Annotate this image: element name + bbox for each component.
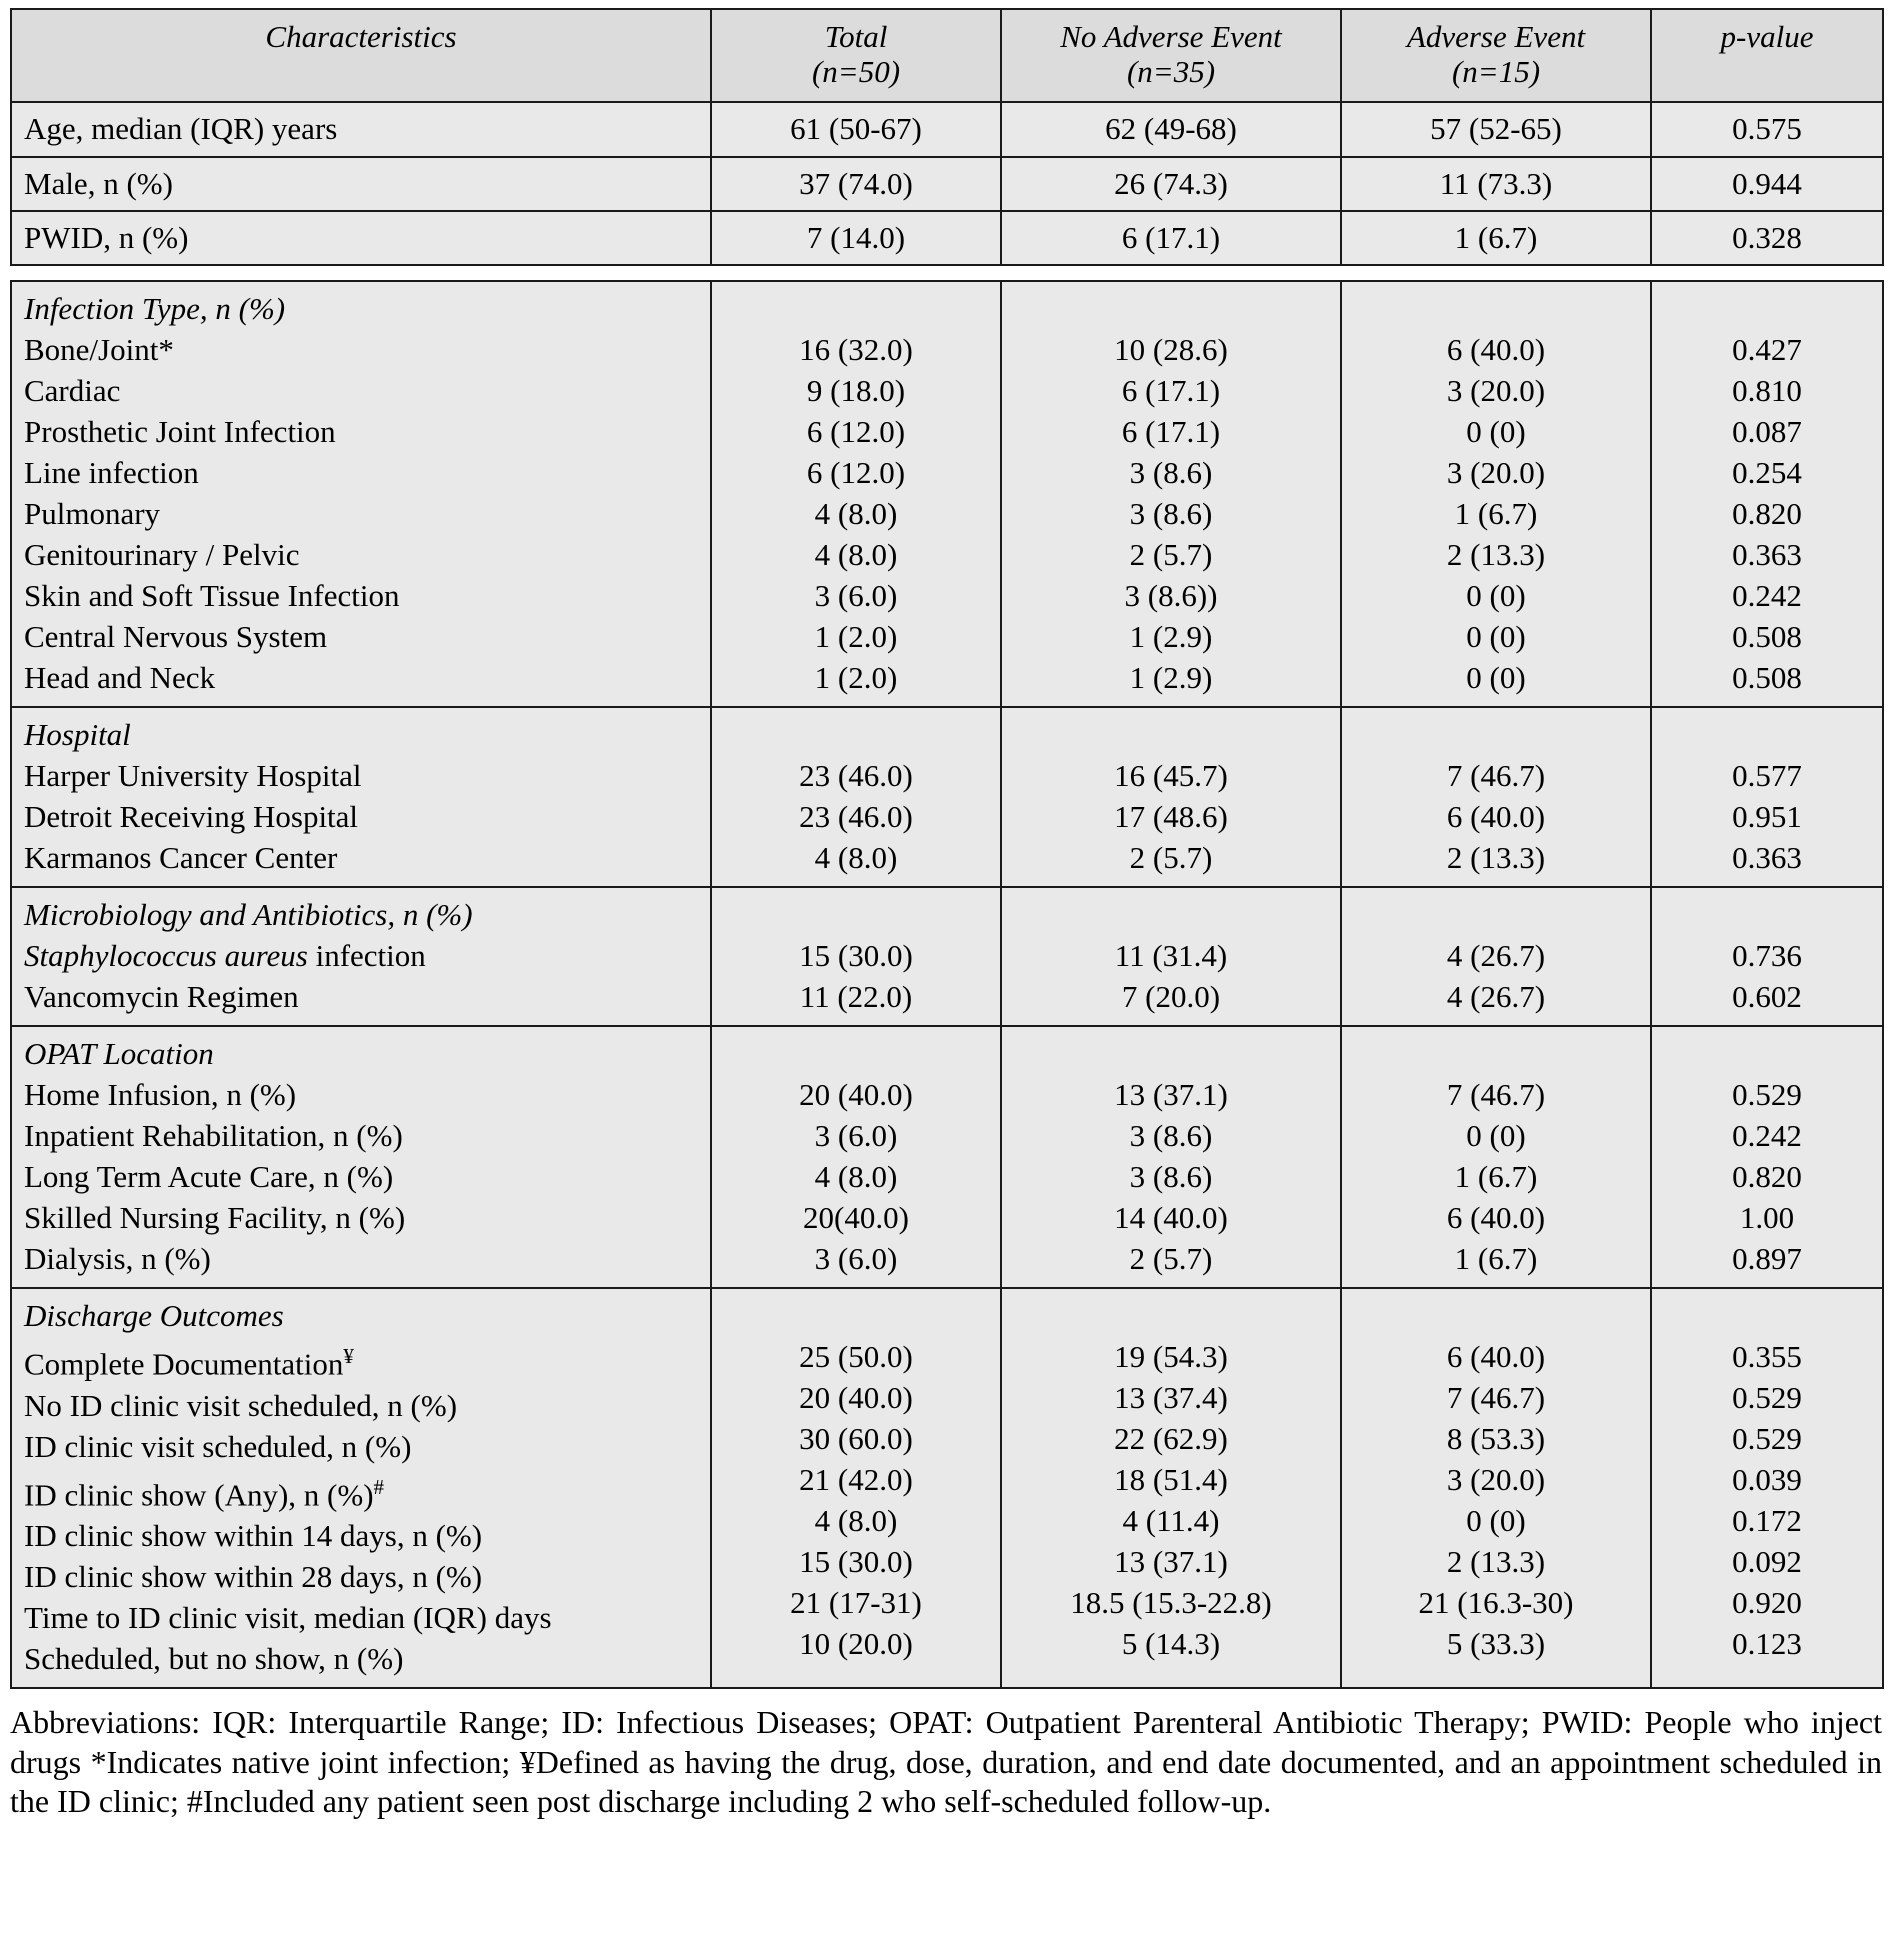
row-value-p: 0.508 bbox=[1732, 619, 1802, 655]
row-value-adverse-event: 7 (46.7) bbox=[1446, 1077, 1546, 1113]
row-value-no-adverse-event: 62 (49-68) bbox=[1001, 102, 1341, 156]
row-value-p: 0.242 bbox=[1732, 1118, 1802, 1154]
row-value-p: 1.00 bbox=[1739, 1200, 1795, 1236]
row-value-p: 0.123 bbox=[1732, 1626, 1802, 1662]
row-value-no-adverse-event: 3 (8.6) bbox=[1129, 1118, 1213, 1154]
row-value-total: 4 (8.0) bbox=[814, 496, 898, 532]
row-value-no-adverse-event: 3 (8.6) bbox=[1129, 1159, 1213, 1195]
row-value-p: 0.363 bbox=[1732, 840, 1802, 876]
row-value-total: 1 (2.0) bbox=[814, 619, 898, 655]
row-label: Head and Neck bbox=[24, 660, 216, 696]
row-value-no-adverse-event: 26 (74.3) bbox=[1001, 157, 1341, 211]
row-value-adverse-event: 1 (6.7) bbox=[1454, 1241, 1538, 1277]
row-value-no-adverse-event: 10 (28.6) bbox=[1114, 332, 1228, 368]
row-value-p: 0.363 bbox=[1732, 537, 1802, 573]
section-values-total bbox=[711, 1288, 1001, 1688]
row-value-adverse-event: 4 (26.7) bbox=[1446, 938, 1546, 974]
row-value-adverse-event: 1 (6.7) bbox=[1341, 211, 1651, 265]
section-heading: Discharge Outcomes bbox=[24, 1298, 284, 1334]
row-value-adverse-event: 1 (6.7) bbox=[1454, 1159, 1538, 1195]
table-header-row bbox=[11, 9, 1883, 102]
row-label: Genitourinary / Pelvic bbox=[24, 537, 300, 573]
row-value-total: 3 (6.0) bbox=[814, 1241, 898, 1277]
row-label: Time to ID clinic visit, median (IQR) days bbox=[24, 1599, 552, 1635]
row-value-no-adverse-event: 19 (54.3) bbox=[1114, 1339, 1228, 1375]
row-label: Detroit Receiving Hospital bbox=[24, 799, 359, 835]
row-value-adverse-event: 3 (20.0) bbox=[1446, 373, 1546, 409]
row-value-adverse-event: 0 (0) bbox=[1466, 619, 1526, 655]
row-value-p: 0.820 bbox=[1732, 1159, 1802, 1195]
row-value-total: 61 (50-67) bbox=[711, 102, 1001, 156]
row-value-p: 0.529 bbox=[1732, 1380, 1802, 1416]
row-value-total: 3 (6.0) bbox=[814, 578, 898, 614]
row-value-adverse-event: 3 (20.0) bbox=[1446, 455, 1546, 491]
row-value-total: 20 (40.0) bbox=[799, 1380, 913, 1416]
table-section-opat-location bbox=[11, 1026, 1883, 1288]
row-value-p: 0.087 bbox=[1732, 414, 1802, 450]
row-value-p: 0.427 bbox=[1732, 332, 1802, 368]
row-value-total: 4 (8.0) bbox=[814, 537, 898, 573]
row-label: Dialysis, n (%) bbox=[24, 1241, 211, 1277]
row-value-p: 0.529 bbox=[1732, 1421, 1802, 1457]
section-labels bbox=[11, 707, 711, 887]
section-values-p bbox=[1651, 707, 1883, 887]
row-value-p: 0.602 bbox=[1732, 979, 1802, 1015]
row-value-adverse-event: 1 (6.7) bbox=[1454, 496, 1538, 532]
row-value-p: 0.254 bbox=[1732, 455, 1802, 491]
row-label: ID clinic show within 28 days, n (%) bbox=[24, 1558, 483, 1594]
row-value-no-adverse-event: 4 (11.4) bbox=[1122, 1503, 1220, 1539]
row-value-adverse-event: 6 (40.0) bbox=[1446, 332, 1546, 368]
section-values-adverse-event bbox=[1341, 707, 1651, 887]
column-header-no-adverse-event: No Adverse Event (n=35) bbox=[1001, 9, 1341, 102]
section-values-p bbox=[1651, 1288, 1883, 1688]
table-section-discharge-outcomes bbox=[11, 1288, 1883, 1688]
row-label: Scheduled, but no show, n (%) bbox=[24, 1640, 404, 1676]
row-value-no-adverse-event: 18.5 (15.3-22.8) bbox=[1070, 1585, 1272, 1621]
row-label: Skin and Soft Tissue Infection bbox=[24, 578, 400, 614]
section-heading: Microbiology and Antibiotics, n (%) bbox=[24, 897, 473, 933]
row-value-adverse-event: 6 (40.0) bbox=[1446, 1200, 1546, 1236]
section-values-no-adverse-event bbox=[1001, 281, 1341, 707]
table-row bbox=[11, 211, 1883, 265]
row-label: ID clinic show within 14 days, n (%) bbox=[24, 1517, 483, 1553]
row-value-adverse-event: 11 (73.3) bbox=[1341, 157, 1651, 211]
row-label: Skilled Nursing Facility, n (%) bbox=[24, 1200, 406, 1236]
row-value-total: 11 (22.0) bbox=[799, 979, 913, 1015]
spacer-table bbox=[10, 266, 1882, 280]
section-values-adverse-event bbox=[1341, 1026, 1651, 1288]
section-labels bbox=[11, 1288, 711, 1688]
column-header-total-n: (n=50) bbox=[811, 53, 901, 89]
row-value-total: 4 (8.0) bbox=[814, 1503, 898, 1539]
row-value-p: 0.736 bbox=[1732, 938, 1802, 974]
row-value-no-adverse-event: 1 (2.9) bbox=[1129, 660, 1213, 696]
row-value-no-adverse-event: 6 (17.1) bbox=[1121, 414, 1221, 450]
row-value-p: 0.355 bbox=[1732, 1339, 1802, 1375]
section-values-adverse-event bbox=[1341, 281, 1651, 707]
row-value-adverse-event: 0 (0) bbox=[1466, 1503, 1526, 1539]
row-value-total: 16 (32.0) bbox=[799, 332, 913, 368]
row-value-no-adverse-event: 13 (37.4) bbox=[1114, 1380, 1228, 1416]
section-values-no-adverse-event bbox=[1001, 1288, 1341, 1688]
row-value-no-adverse-event: 2 (5.7) bbox=[1129, 537, 1213, 573]
row-label: Vancomycin Regimen bbox=[24, 979, 299, 1015]
row-value-p: 0.897 bbox=[1732, 1241, 1802, 1277]
row-label-id-clinic-show-any: ID clinic show (Any), n (%)# bbox=[24, 1474, 385, 1512]
row-value-total: 3 (6.0) bbox=[814, 1118, 898, 1154]
row-label-italic: Staphylococcus aureus bbox=[24, 938, 308, 974]
row-value-no-adverse-event: 14 (40.0) bbox=[1114, 1200, 1228, 1236]
row-value-total: 7 (14.0) bbox=[711, 211, 1001, 265]
row-value-total: 4 (8.0) bbox=[814, 840, 898, 876]
row-value-no-adverse-event: 1 (2.9) bbox=[1129, 619, 1213, 655]
row-value-p: 0.820 bbox=[1732, 496, 1802, 532]
row-value-p: 0.920 bbox=[1732, 1585, 1802, 1621]
table-row bbox=[11, 102, 1883, 156]
table-footnote: Abbreviations: IQR: Interquartile Range; ID: Infectious Diseases; OPAT: Outpatient Parenteral Antibiotic Therapy; PWID: People who inject drugs *Indicates native joint infection; ¥Defined as having the drug, dose, duration, and end date documented, and an appointment scheduled in the ID clinic; #Included any patient seen post discharge including 2 who self-scheduled follow-up. bbox=[10, 1703, 1882, 1820]
row-value-p: 0.508 bbox=[1732, 660, 1802, 696]
section-values-no-adverse-event bbox=[1001, 887, 1341, 1026]
row-label: Pulmonary bbox=[24, 496, 161, 532]
row-value-adverse-event: 0 (0) bbox=[1466, 578, 1526, 614]
row-label-staph: Staphylococcus aureus infection bbox=[24, 938, 426, 974]
row-value-total: 20(40.0) bbox=[803, 1200, 909, 1236]
row-value-total: 21 (17-31) bbox=[790, 1585, 922, 1621]
section-labels bbox=[11, 887, 711, 1026]
row-value-no-adverse-event: 6 (17.1) bbox=[1121, 373, 1221, 409]
row-value-no-adverse-event: 11 (31.4) bbox=[1114, 938, 1228, 974]
row-value-no-adverse-event: 13 (37.1) bbox=[1114, 1077, 1228, 1113]
section-values-p bbox=[1651, 281, 1883, 707]
section-values-p bbox=[1651, 1026, 1883, 1288]
row-value-p: 0.951 bbox=[1732, 799, 1802, 835]
row-value-p: 0.810 bbox=[1732, 373, 1802, 409]
row-value-no-adverse-event: 13 (37.1) bbox=[1114, 1544, 1228, 1580]
row-label-complete-documentation: Complete Documentation¥ bbox=[24, 1344, 354, 1382]
section-heading: Infection Type, n (%) bbox=[24, 291, 286, 327]
row-value-adverse-event: 7 (46.7) bbox=[1446, 758, 1546, 794]
row-value-adverse-event: 2 (13.3) bbox=[1446, 840, 1546, 876]
row-value-total: 20 (40.0) bbox=[799, 1077, 913, 1113]
row-value-total: 25 (50.0) bbox=[799, 1339, 913, 1375]
row-value-no-adverse-event: 2 (5.7) bbox=[1129, 840, 1213, 876]
footnote-marker-yen: ¥ bbox=[343, 1344, 354, 1369]
table-section-infection-type bbox=[11, 281, 1883, 707]
section-values-adverse-event bbox=[1341, 887, 1651, 1026]
row-value-p: 0.944 bbox=[1651, 157, 1883, 211]
section-values-total bbox=[711, 1026, 1001, 1288]
row-label: Central Nervous System bbox=[24, 619, 328, 655]
row-value-total: 21 (42.0) bbox=[799, 1462, 913, 1498]
row-value-total: 6 (12.0) bbox=[806, 455, 906, 491]
characteristics-table bbox=[10, 8, 1884, 266]
row-value-p: 0.242 bbox=[1732, 578, 1802, 614]
section-heading: OPAT Location bbox=[24, 1036, 214, 1072]
section-labels bbox=[11, 281, 711, 707]
row-value-total: 23 (46.0) bbox=[799, 758, 913, 794]
row-value-adverse-event: 57 (52-65) bbox=[1341, 102, 1651, 156]
row-value-no-adverse-event: 3 (8.6)) bbox=[1124, 578, 1218, 614]
row-value-total: 15 (30.0) bbox=[799, 938, 913, 974]
row-value-no-adverse-event: 5 (14.3) bbox=[1121, 1626, 1221, 1662]
footnote-marker-hash: # bbox=[373, 1474, 385, 1499]
section-values-no-adverse-event bbox=[1001, 707, 1341, 887]
section-values-adverse-event bbox=[1341, 1288, 1651, 1688]
row-value-no-adverse-event: 17 (48.6) bbox=[1114, 799, 1228, 835]
section-values-total bbox=[711, 281, 1001, 707]
column-header-adverse-event: Adverse Event (n=15) bbox=[1341, 9, 1651, 102]
row-value-no-adverse-event: 3 (8.6) bbox=[1129, 455, 1213, 491]
row-value-adverse-event: 0 (0) bbox=[1466, 1118, 1526, 1154]
row-value-no-adverse-event: 2 (5.7) bbox=[1129, 1241, 1213, 1277]
row-value-total: 6 (12.0) bbox=[806, 414, 906, 450]
row-label: Cardiac bbox=[24, 373, 121, 409]
row-value-no-adverse-event: 16 (45.7) bbox=[1114, 758, 1228, 794]
table-section-microbiology bbox=[11, 887, 1883, 1026]
row-value-total: 15 (30.0) bbox=[799, 1544, 913, 1580]
row-label: Bone/Joint* bbox=[24, 332, 174, 368]
row-value-p: 0.328 bbox=[1651, 211, 1883, 265]
section-values-total bbox=[711, 887, 1001, 1026]
row-label: ID clinic visit scheduled, n (%) bbox=[24, 1428, 412, 1464]
row-value-p: 0.577 bbox=[1732, 758, 1802, 794]
row-label: Inpatient Rehabilitation, n (%) bbox=[24, 1118, 403, 1154]
row-value-no-adverse-event: 7 (20.0) bbox=[1121, 979, 1221, 1015]
row-value-adverse-event: 8 (53.3) bbox=[1446, 1421, 1546, 1457]
row-value-no-adverse-event: 18 (51.4) bbox=[1114, 1462, 1228, 1498]
column-header-total: Total (n=50) bbox=[711, 9, 1001, 102]
row-label: Home Infusion, n (%) bbox=[24, 1077, 297, 1113]
row-label: Age, median (IQR) years bbox=[11, 102, 711, 156]
section-values-total bbox=[711, 707, 1001, 887]
table-row bbox=[11, 157, 1883, 211]
row-value-adverse-event: 2 (13.3) bbox=[1446, 537, 1546, 573]
section-heading: Hospital bbox=[24, 717, 131, 753]
row-value-p: 0.092 bbox=[1732, 1544, 1802, 1580]
column-header-p-value: p-value bbox=[1651, 9, 1883, 102]
row-value-no-adverse-event: 22 (62.9) bbox=[1114, 1421, 1228, 1457]
row-value-adverse-event: 5 (33.3) bbox=[1446, 1626, 1546, 1662]
row-value-adverse-event: 21 (16.3-30) bbox=[1418, 1585, 1574, 1621]
row-value-adverse-event: 0 (0) bbox=[1466, 660, 1526, 696]
row-label: Karmanos Cancer Center bbox=[24, 840, 338, 876]
section-labels bbox=[11, 1026, 711, 1288]
row-label: Male, n (%) bbox=[11, 157, 711, 211]
characteristics-table-sections bbox=[10, 280, 1884, 1689]
row-value-p: 0.529 bbox=[1732, 1077, 1802, 1113]
table-section-hospital bbox=[11, 707, 1883, 887]
section-values-p bbox=[1651, 887, 1883, 1026]
row-value-adverse-event: 6 (40.0) bbox=[1446, 799, 1546, 835]
row-value-p: 0.575 bbox=[1651, 102, 1883, 156]
row-value-p: 0.039 bbox=[1732, 1462, 1802, 1498]
row-label: Harper University Hospital bbox=[24, 758, 362, 794]
row-label: Prosthetic Joint Infection bbox=[24, 414, 336, 450]
row-label: Line infection bbox=[24, 455, 199, 491]
section-values-no-adverse-event bbox=[1001, 1026, 1341, 1288]
row-value-total: 4 (8.0) bbox=[814, 1159, 898, 1195]
row-label: Long Term Acute Care, n (%) bbox=[24, 1159, 394, 1195]
row-value-total: 10 (20.0) bbox=[799, 1626, 913, 1662]
row-label: No ID clinic visit scheduled, n (%) bbox=[24, 1387, 458, 1423]
row-value-p: 0.172 bbox=[1732, 1503, 1802, 1539]
column-header-adverse-event-n: (n=15) bbox=[1451, 53, 1541, 89]
row-value-total: 30 (60.0) bbox=[799, 1421, 913, 1457]
row-value-adverse-event: 7 (46.7) bbox=[1446, 1380, 1546, 1416]
row-value-adverse-event: 0 (0) bbox=[1466, 414, 1526, 450]
column-header-no-adverse-event-n: (n=35) bbox=[1126, 53, 1216, 89]
row-value-no-adverse-event: 3 (8.6) bbox=[1129, 496, 1213, 532]
row-value-adverse-event: 4 (26.7) bbox=[1446, 979, 1546, 1015]
row-value-no-adverse-event: 6 (17.1) bbox=[1001, 211, 1341, 265]
row-label: PWID, n (%) bbox=[11, 211, 711, 265]
row-value-total: 1 (2.0) bbox=[814, 660, 898, 696]
row-value-adverse-event: 2 (13.3) bbox=[1446, 1544, 1546, 1580]
row-value-total: 37 (74.0) bbox=[711, 157, 1001, 211]
row-value-adverse-event: 6 (40.0) bbox=[1446, 1339, 1546, 1375]
row-value-adverse-event: 3 (20.0) bbox=[1446, 1462, 1546, 1498]
row-value-total: 23 (46.0) bbox=[799, 799, 913, 835]
column-header-characteristics: Characteristics bbox=[11, 9, 711, 102]
row-value-total: 9 (18.0) bbox=[806, 373, 906, 409]
